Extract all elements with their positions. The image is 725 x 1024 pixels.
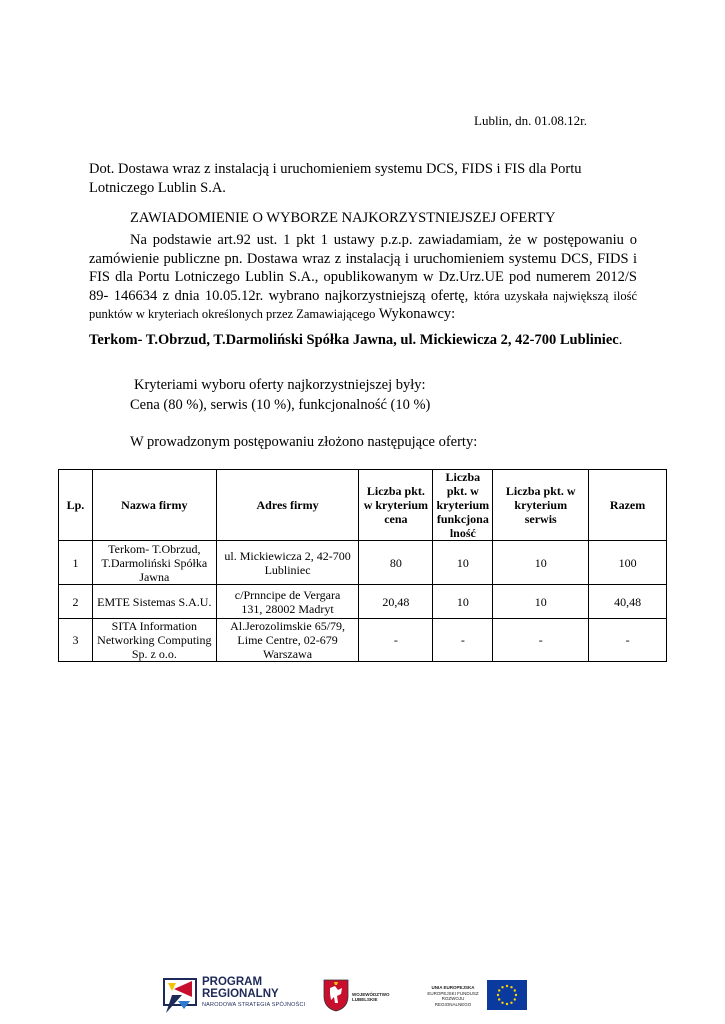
- cell-address: c/Prnncipe de Vergara 131, 28002 Madryt: [216, 585, 359, 619]
- cell-address: Al.Jerozolimskie 65/79, Lime Centre, 02-679 Warszawa: [216, 619, 359, 662]
- table-row: [59, 585, 667, 619]
- woj-line2: LUBELSKIE: [352, 997, 378, 1002]
- table-row: [59, 541, 667, 585]
- cell-name: EMTE Sistemas S.A.U.: [92, 585, 216, 619]
- cell-name: SITA Information Networking Computing Sp. z o.o.: [92, 619, 216, 662]
- table-row: [59, 619, 667, 662]
- col-header-address: Adres firmy: [216, 470, 359, 541]
- col-header-lp: Lp.: [59, 470, 93, 541]
- col-header-func: Liczba pkt. w kryterium funkcjona lność: [433, 470, 493, 541]
- subject-line: Dot. Dostawa wraz z instalacją i uruchomieniem systemu DCS, FIDS i FIS dla Portu Lotniczego Lublin S.A.: [89, 161, 582, 196]
- eu-star-icon: [514, 998, 516, 1000]
- notice-heading: ZAWIADOMIENIE O WYBORZE NAJKORZYSTNIEJSZEJ OFERTY: [130, 210, 556, 226]
- criteria-title: Kryteriami wyboru oferty najkorzystniejszej były:: [134, 377, 426, 393]
- woj-text: [352, 992, 390, 1002]
- cell-lp: 1: [59, 541, 93, 585]
- cell-name: Terkom- T.Obrzud, T.Darmoliński Spółka Jawna: [92, 541, 216, 585]
- eu-star-icon: [510, 986, 512, 988]
- notice-paragraph-end: Wykonawcy:: [378, 306, 456, 322]
- lubelskie-coat-of-arms-icon: [322, 978, 350, 1012]
- cell-price: 80: [359, 541, 433, 585]
- cell-service: -: [493, 619, 589, 662]
- ue-text: [424, 985, 482, 1007]
- cell-service: 10: [493, 541, 589, 585]
- cell-address: ul. Mickiewicza 2, 42-700 Lubliniec: [216, 541, 359, 585]
- cell-price: -: [359, 619, 433, 662]
- program-regionalny-text: [202, 976, 305, 1008]
- col-header-name: Nazwa firmy: [92, 470, 216, 541]
- notice-paragraph-small: która uzyskała największą ilość punktów w kryteriach określonych przez Zamawiającego: [89, 288, 637, 321]
- eu-star-icon: [510, 1002, 512, 1004]
- col-header-service: Liczba pkt. w kryterium serwis: [493, 470, 589, 541]
- program-line1: PROGRAM: [202, 976, 263, 988]
- eu-star-icon: [506, 985, 508, 987]
- winner-text: Terkom- T.Obrzud, T.Darmoliński Spółka Jawna, ul. Mickiewicza 2, 42-700 Lubliniec: [89, 332, 619, 348]
- cell-func: 10: [433, 585, 493, 619]
- offers-intro: W prowadzonym postępowaniu złożono następujące oferty:: [130, 434, 478, 450]
- cell-func: -: [433, 619, 493, 662]
- cell-total: 100: [589, 541, 667, 585]
- cell-total: -: [589, 619, 667, 662]
- eu-star-icon: [497, 994, 499, 996]
- col-header-price: Liczba pkt. w kryterium cena: [359, 470, 433, 541]
- cell-lp: 2: [59, 585, 93, 619]
- ue-line1: UNIA EUROPEJSKA: [431, 985, 475, 990]
- table-header-row: [59, 470, 667, 541]
- date-line: Lublin, dn. 01.08.12r.: [474, 113, 588, 128]
- eu-star-icon: [506, 1003, 508, 1005]
- eu-star-icon: [501, 986, 503, 988]
- woj-line1: WOJEWÓDZTWO: [352, 992, 390, 997]
- winner-end: .: [618, 332, 623, 348]
- eu-star-icon: [515, 994, 517, 996]
- notice-paragraph: [89, 231, 637, 324]
- eu-star-icon: [514, 989, 516, 991]
- program-line2: REGIONALNY: [202, 988, 279, 1000]
- cell-lp: 3: [59, 619, 93, 662]
- eu-star-icon: [501, 1002, 503, 1004]
- program-line3: NARODOWA STRATEGIA SPÓJNOŚCI: [202, 1002, 306, 1008]
- criteria-list: Cena (80 %), serwis (10 %), funkcjonalność (10 %): [130, 397, 431, 413]
- program-regionalny-logo-icon: [162, 975, 198, 1015]
- ue-line2: EUROPEJSKI FUNDUSZ: [427, 990, 479, 996]
- cell-total: 40,48: [589, 585, 667, 619]
- cell-service: 10: [493, 585, 589, 619]
- eu-flag-icon: [487, 980, 527, 1010]
- eu-star-icon: [498, 989, 500, 991]
- cell-price: 20,48: [359, 585, 433, 619]
- ue-line3: ROZWOJU REGIONALNEGO: [434, 996, 472, 1007]
- offers-table: [58, 469, 667, 662]
- col-header-total: Razem: [589, 470, 667, 541]
- notice-paragraph-main: Na podstawie art.92 ust. 1 pkt 1 ustawy p.z.p. zawiadamiam, że w postępowaniu o zamówienie publiczne pn. Dostawa wraz z instalacją i uruchomieniem systemu DCS, FIDS i FIS dla Portu Lotniczego Lublin S.A., opublikowanym w Dz.Urz.UE pod numerem 2012/S 89- 146634 z dnia 10.05.12r. wybrano najkorzystniejszą ofertę,: [89, 232, 637, 304]
- winner-line: [89, 332, 622, 349]
- eu-star-icon: [498, 998, 500, 1000]
- cell-func: 10: [433, 541, 493, 585]
